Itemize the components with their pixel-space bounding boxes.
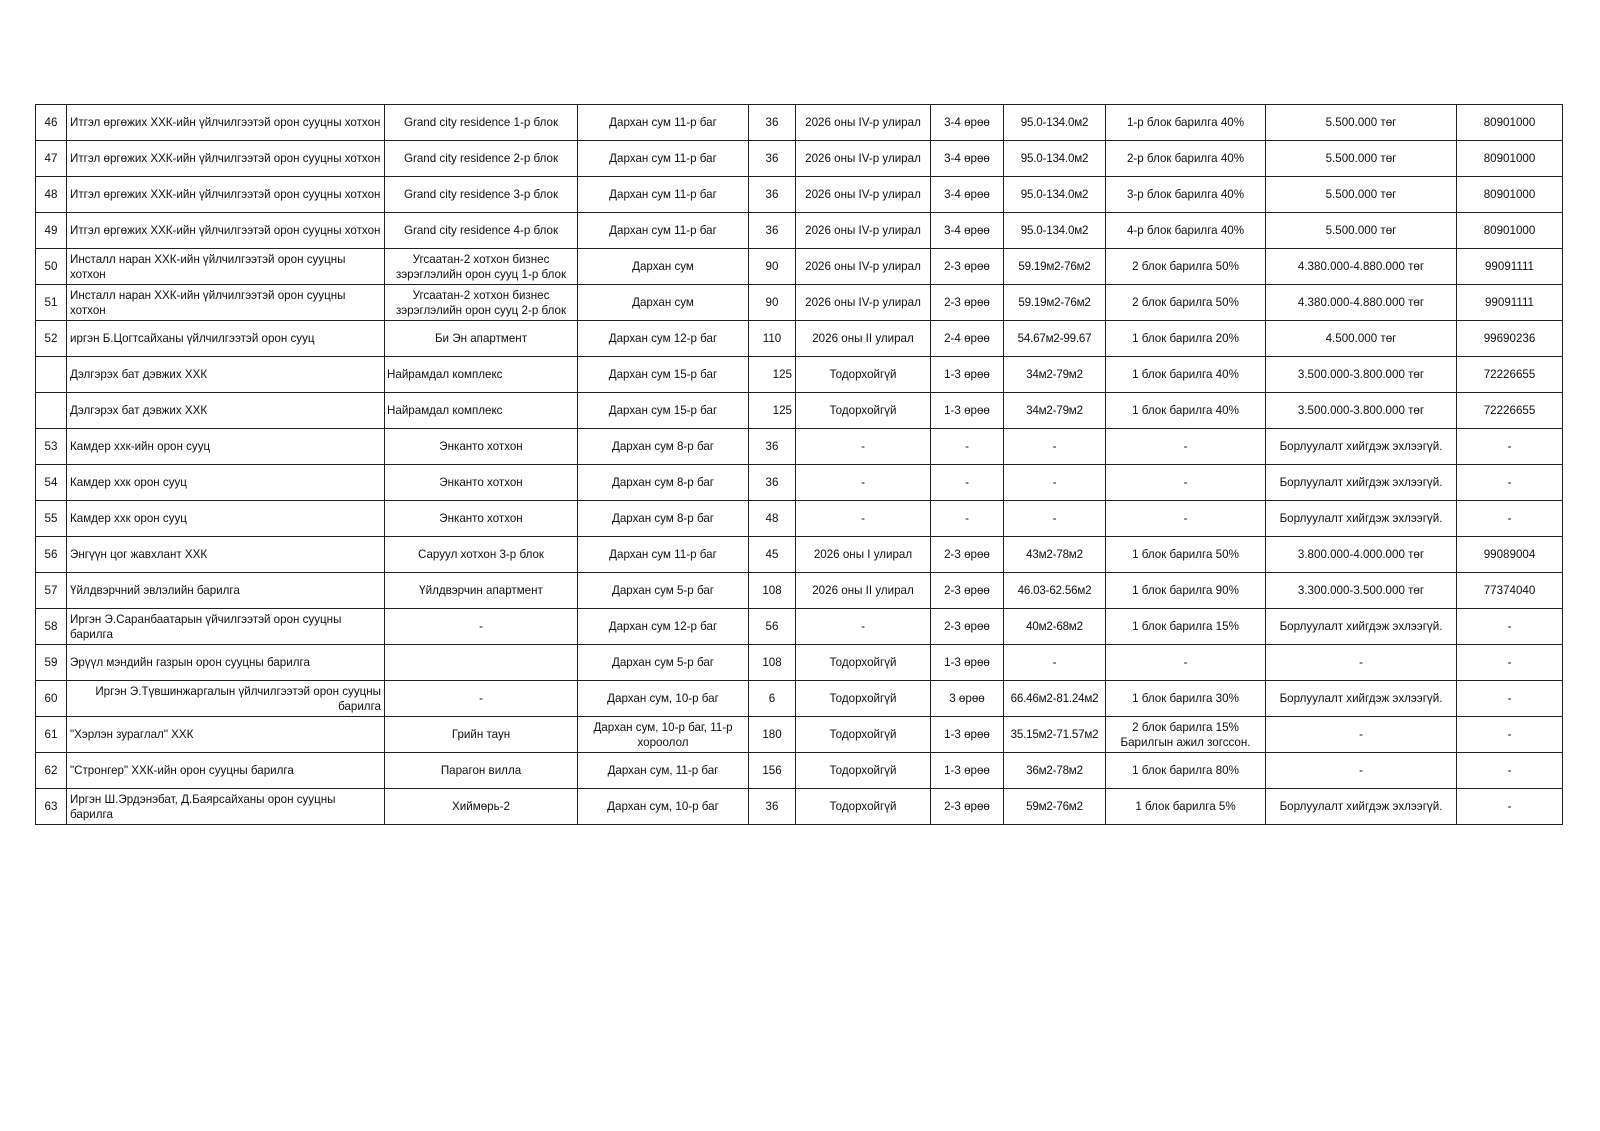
project-name-cell: Грийн таун <box>385 717 578 753</box>
location-cell: Дархан сум 15-р баг <box>578 357 749 393</box>
row-number-cell: 54 <box>36 465 67 501</box>
row-number-cell: 48 <box>36 177 67 213</box>
location-cell: Дархан сум 8-р баг <box>578 465 749 501</box>
row-number-cell: 49 <box>36 213 67 249</box>
completion-date-cell: Тодорхойгүй <box>796 753 931 789</box>
row-number-cell: 57 <box>36 573 67 609</box>
unit-count-cell: 36 <box>749 429 796 465</box>
price-cell: 5.500.000 төг <box>1266 105 1457 141</box>
project-name-cell: Угсаатан-2 хотхон бизнес зэрэглэлийн орон сууц 1-р блок <box>385 249 578 285</box>
table-row <box>36 717 1563 753</box>
location-cell: Дархан сум 11-р баг <box>578 537 749 573</box>
phone-cell: - <box>1457 609 1563 645</box>
construction-progress-cell: 2 блок барилга 15% Барилгын ажил зогссон. <box>1106 717 1266 753</box>
phone-cell: 99091111 <box>1457 249 1563 285</box>
project-name-cell: - <box>385 681 578 717</box>
construction-progress-cell: 1 блок барилга 80% <box>1106 753 1266 789</box>
completion-date-cell: Тодорхойгүй <box>796 645 931 681</box>
completion-date-cell: 2026 оны IV-р улирал <box>796 249 931 285</box>
area-cell: 66.46м2-81.24м2 <box>1004 681 1106 717</box>
construction-progress-cell: 1 блок барилга 15% <box>1106 609 1266 645</box>
developer-name-cell: Иргэн Э.Түвшинжаргалын үйлчилгээтэй орон сууцны барилга <box>67 681 385 717</box>
price-cell: - <box>1266 645 1457 681</box>
phone-cell: 72226655 <box>1457 393 1563 429</box>
project-name-cell: Найрамдал комплекс <box>385 393 578 429</box>
price-cell: 3.500.000-3.800.000 төг <box>1266 357 1457 393</box>
table-row <box>36 465 1563 501</box>
table-row <box>36 249 1563 285</box>
construction-progress-cell: 1 блок барилга 90% <box>1106 573 1266 609</box>
completion-date-cell: - <box>796 501 931 537</box>
table-row <box>36 357 1563 393</box>
phone-cell: - <box>1457 753 1563 789</box>
location-cell: Дархан сум 5-р баг <box>578 573 749 609</box>
rooms-cell: 3-4 өрөө <box>931 213 1004 249</box>
phone-cell: 99091111 <box>1457 285 1563 321</box>
rooms-cell: 1-3 өрөө <box>931 357 1004 393</box>
completion-date-cell: Тодорхойгүй <box>796 789 931 825</box>
construction-progress-cell: 3-р блок барилга 40% <box>1106 177 1266 213</box>
phone-cell: 80901000 <box>1457 141 1563 177</box>
location-cell: Дархан сум 15-р баг <box>578 393 749 429</box>
developer-name-cell: Камдер ххк орон сууц <box>67 465 385 501</box>
developer-name-cell: "Стронгер" ХХК-ийн орон сууцны барилга <box>67 753 385 789</box>
phone-cell: 77374040 <box>1457 573 1563 609</box>
phone-cell: - <box>1457 645 1563 681</box>
area-cell: 95.0-134.0м2 <box>1004 141 1106 177</box>
developer-name-cell: Итгэл өргөжих ХХК-ийн үйлчилгээтэй орон сууцны хотхон <box>67 105 385 141</box>
price-cell: 3.800.000-4.000.000 төг <box>1266 537 1457 573</box>
price-cell: 3.300.000-3.500.000 төг <box>1266 573 1457 609</box>
location-cell: Дархан сум, 10-р баг <box>578 681 749 717</box>
completion-date-cell: 2026 оны II улирал <box>796 573 931 609</box>
project-name-cell: Угсаатан-2 хотхон бизнес зэрэглэлийн орон сууц 2-р блок <box>385 285 578 321</box>
row-number-cell: 60 <box>36 681 67 717</box>
developer-name-cell: Итгэл өргөжих ХХК-ийн үйлчилгээтэй орон сууцны хотхон <box>67 141 385 177</box>
price-cell: 5.500.000 төг <box>1266 141 1457 177</box>
table-row <box>36 393 1563 429</box>
project-name-cell: Grand city residence 1-р блок <box>385 105 578 141</box>
location-cell: Дархан сум 8-р баг <box>578 501 749 537</box>
rooms-cell: 2-3 өрөө <box>931 789 1004 825</box>
developer-name-cell: Дэлгэрэх бат дэвжих ХХК <box>67 393 385 429</box>
price-cell: 3.500.000-3.800.000 төг <box>1266 393 1457 429</box>
developer-name-cell: Итгэл өргөжих ХХК-ийн үйлчилгээтэй орон сууцны хотхон <box>67 213 385 249</box>
row-number-cell: 62 <box>36 753 67 789</box>
project-name-cell: Энканто хотхон <box>385 501 578 537</box>
rooms-cell: 2-3 өрөө <box>931 537 1004 573</box>
location-cell: Дархан сум 11-р баг <box>578 177 749 213</box>
location-cell: Дархан сум 11-р баг <box>578 141 749 177</box>
area-cell: 59.19м2-76м2 <box>1004 285 1106 321</box>
unit-count-cell: 125 <box>749 357 796 393</box>
construction-progress-cell: 2 блок барилга 50% <box>1106 285 1266 321</box>
project-name-cell: Найрамдал комплекс <box>385 357 578 393</box>
price-cell: 4.500.000 төг <box>1266 321 1457 357</box>
unit-count-cell: 125 <box>749 393 796 429</box>
table-row <box>36 141 1563 177</box>
unit-count-cell: 108 <box>749 645 796 681</box>
price-cell: Борлуулалт хийгдэж эхлээгүй. <box>1266 609 1457 645</box>
completion-date-cell: Тодорхойгүй <box>796 357 931 393</box>
price-cell: 5.500.000 төг <box>1266 213 1457 249</box>
unit-count-cell: 156 <box>749 753 796 789</box>
table-row <box>36 789 1563 825</box>
area-cell: - <box>1004 429 1106 465</box>
construction-progress-cell: 2-р блок барилга 40% <box>1106 141 1266 177</box>
project-name-cell: - <box>385 609 578 645</box>
construction-progress-cell: 1 блок барилга 40% <box>1106 357 1266 393</box>
unit-count-cell: 36 <box>749 789 796 825</box>
price-cell: Борлуулалт хийгдэж эхлээгүй. <box>1266 501 1457 537</box>
project-name-cell: Grand city residence 2-р блок <box>385 141 578 177</box>
rooms-cell: 3-4 өрөө <box>931 141 1004 177</box>
price-cell: 4.380.000-4.880.000 төг <box>1266 249 1457 285</box>
developer-name-cell: Энгүүн цог жавхлант ХХК <box>67 537 385 573</box>
area-cell: - <box>1004 501 1106 537</box>
location-cell: Дархан сум, 10-р баг, 11-р хороолол <box>578 717 749 753</box>
row-number-cell: 52 <box>36 321 67 357</box>
completion-date-cell: 2026 оны IV-р улирал <box>796 105 931 141</box>
project-name-cell: Энканто хотхон <box>385 429 578 465</box>
row-number-cell: 55 <box>36 501 67 537</box>
row-number-cell: 46 <box>36 105 67 141</box>
construction-progress-cell: 1 блок барилга 40% <box>1106 393 1266 429</box>
unit-count-cell: 56 <box>749 609 796 645</box>
row-number-cell: 59 <box>36 645 67 681</box>
completion-date-cell: - <box>796 465 931 501</box>
area-cell: 34м2-79м2 <box>1004 357 1106 393</box>
area-cell: 95.0-134.0м2 <box>1004 105 1106 141</box>
developer-name-cell: Эрүүл мэндийн газрын орон сууцны барилга <box>67 645 385 681</box>
area-cell: 54.67м2-99.67 <box>1004 321 1106 357</box>
location-cell: Дархан сум, 11-р баг <box>578 753 749 789</box>
table-row <box>36 609 1563 645</box>
unit-count-cell: 36 <box>749 465 796 501</box>
completion-date-cell: 2026 оны IV-р улирал <box>796 177 931 213</box>
location-cell: Дархан сум 11-р баг <box>578 213 749 249</box>
table-row <box>36 177 1563 213</box>
completion-date-cell: 2026 оны IV-р улирал <box>796 285 931 321</box>
phone-cell: - <box>1457 465 1563 501</box>
rooms-cell: 3 өрөө <box>931 681 1004 717</box>
location-cell: Дархан сум 12-р баг <box>578 609 749 645</box>
phone-cell: 80901000 <box>1457 105 1563 141</box>
developer-name-cell: Камдер ххк-ийн орон сууц <box>67 429 385 465</box>
phone-cell: - <box>1457 429 1563 465</box>
completion-date-cell: 2026 оны I улирал <box>796 537 931 573</box>
price-cell: - <box>1266 753 1457 789</box>
area-cell: 59.19м2-76м2 <box>1004 249 1106 285</box>
table-row <box>36 501 1563 537</box>
developer-name-cell: иргэн Б.Цогтсайханы үйлчилгээтэй орон сууц <box>67 321 385 357</box>
project-name-cell: Энканто хотхон <box>385 465 578 501</box>
housing-projects-table <box>35 104 1563 825</box>
table-row <box>36 429 1563 465</box>
row-number-cell <box>36 393 67 429</box>
construction-progress-cell: 1 блок барилга 50% <box>1106 537 1266 573</box>
price-cell: - <box>1266 717 1457 753</box>
area-cell: 59м2-76м2 <box>1004 789 1106 825</box>
construction-progress-cell: - <box>1106 429 1266 465</box>
price-cell: 4.380.000-4.880.000 төг <box>1266 285 1457 321</box>
row-number-cell: 63 <box>36 789 67 825</box>
unit-count-cell: 110 <box>749 321 796 357</box>
project-name-cell: Саруул хотхон 3-р блок <box>385 537 578 573</box>
construction-progress-cell: - <box>1106 501 1266 537</box>
location-cell: Дархан сум 11-р баг <box>578 105 749 141</box>
table-row <box>36 537 1563 573</box>
price-cell: Борлуулалт хийгдэж эхлээгүй. <box>1266 681 1457 717</box>
rooms-cell: - <box>931 465 1004 501</box>
construction-progress-cell: - <box>1106 645 1266 681</box>
unit-count-cell: 90 <box>749 285 796 321</box>
rooms-cell: 3-4 өрөө <box>931 105 1004 141</box>
area-cell: 35.15м2-71.57м2 <box>1004 717 1106 753</box>
unit-count-cell: 36 <box>749 141 796 177</box>
location-cell: Дархан сум <box>578 285 749 321</box>
completion-date-cell: 2026 оны IV-р улирал <box>796 141 931 177</box>
location-cell: Дархан сум 5-р баг <box>578 645 749 681</box>
row-number-cell: 58 <box>36 609 67 645</box>
area-cell: - <box>1004 465 1106 501</box>
area-cell: - <box>1004 645 1106 681</box>
row-number-cell <box>36 357 67 393</box>
rooms-cell: 1-3 өрөө <box>931 753 1004 789</box>
price-cell: Борлуулалт хийгдэж эхлээгүй. <box>1266 789 1457 825</box>
row-number-cell: 56 <box>36 537 67 573</box>
table-row <box>36 753 1563 789</box>
unit-count-cell: 36 <box>749 213 796 249</box>
area-cell: 95.0-134.0м2 <box>1004 213 1106 249</box>
project-name-cell <box>385 645 578 681</box>
developer-name-cell: Инсталл наран ХХК-ийн үйлчилгээтэй орон сууцны хотхон <box>67 249 385 285</box>
construction-progress-cell: 1 блок барилга 5% <box>1106 789 1266 825</box>
table-row <box>36 285 1563 321</box>
developer-name-cell: Үйлдвэрчний эвлэлийн барилга <box>67 573 385 609</box>
unit-count-cell: 36 <box>749 177 796 213</box>
rooms-cell: 2-3 өрөө <box>931 285 1004 321</box>
construction-progress-cell: 4-р блок барилга 40% <box>1106 213 1266 249</box>
row-number-cell: 47 <box>36 141 67 177</box>
rooms-cell: - <box>931 429 1004 465</box>
developer-name-cell: Камдер ххк орон сууц <box>67 501 385 537</box>
construction-progress-cell: 2 блок барилга 50% <box>1106 249 1266 285</box>
area-cell: 46.03-62.56м2 <box>1004 573 1106 609</box>
table-row <box>36 321 1563 357</box>
area-cell: 40м2-68м2 <box>1004 609 1106 645</box>
table-row <box>36 105 1563 141</box>
location-cell: Дархан сум, 10-р баг <box>578 789 749 825</box>
table-row <box>36 645 1563 681</box>
phone-cell: - <box>1457 681 1563 717</box>
rooms-cell: 2-3 өрөө <box>931 573 1004 609</box>
phone-cell: - <box>1457 717 1563 753</box>
phone-cell: 80901000 <box>1457 177 1563 213</box>
unit-count-cell: 108 <box>749 573 796 609</box>
table-body <box>36 105 1563 825</box>
completion-date-cell: Тодорхойгүй <box>796 393 931 429</box>
completion-date-cell: Тодорхойгүй <box>796 681 931 717</box>
price-cell: 5.500.000 төг <box>1266 177 1457 213</box>
construction-progress-cell: 1-р блок барилга 40% <box>1106 105 1266 141</box>
rooms-cell: 2-3 өрөө <box>931 249 1004 285</box>
construction-progress-cell: - <box>1106 465 1266 501</box>
phone-cell: - <box>1457 501 1563 537</box>
construction-progress-cell: 1 блок барилга 20% <box>1106 321 1266 357</box>
table-row <box>36 573 1563 609</box>
rooms-cell: 2-3 өрөө <box>931 609 1004 645</box>
row-number-cell: 53 <box>36 429 67 465</box>
rooms-cell: 2-4 өрөө <box>931 321 1004 357</box>
project-name-cell: Үйлдвэрчин апартмент <box>385 573 578 609</box>
unit-count-cell: 45 <box>749 537 796 573</box>
unit-count-cell: 90 <box>749 249 796 285</box>
completion-date-cell: 2026 оны II улирал <box>796 321 931 357</box>
developer-name-cell: Дэлгэрэх бат дэвжих ХХК <box>67 357 385 393</box>
rooms-cell: 3-4 өрөө <box>931 177 1004 213</box>
project-name-cell: Grand city residence 3-р блок <box>385 177 578 213</box>
row-number-cell: 51 <box>36 285 67 321</box>
rooms-cell: 1-3 өрөө <box>931 717 1004 753</box>
developer-name-cell: "Хэрлэн зураглал" ХХК <box>67 717 385 753</box>
table-row <box>36 213 1563 249</box>
developer-name-cell: Иргэн Ш.Эрдэнэбат, Д.Баярсайханы орон сууцны барилга <box>67 789 385 825</box>
unit-count-cell: 180 <box>749 717 796 753</box>
developer-name-cell: Инсталл наран ХХК-ийн үйлчилгээтэй орон сууцны хотхон <box>67 285 385 321</box>
row-number-cell: 61 <box>36 717 67 753</box>
area-cell: 34м2-79м2 <box>1004 393 1106 429</box>
location-cell: Дархан сум <box>578 249 749 285</box>
construction-progress-cell: 1 блок барилга 30% <box>1106 681 1266 717</box>
area-cell: 43м2-78м2 <box>1004 537 1106 573</box>
project-name-cell: Grand city residence 4-р блок <box>385 213 578 249</box>
location-cell: Дархан сум 12-р баг <box>578 321 749 357</box>
completion-date-cell: 2026 оны IV-р улирал <box>796 213 931 249</box>
completion-date-cell: Тодорхойгүй <box>796 717 931 753</box>
unit-count-cell: 6 <box>749 681 796 717</box>
phone-cell: 80901000 <box>1457 213 1563 249</box>
row-number-cell: 50 <box>36 249 67 285</box>
price-cell: Борлуулалт хийгдэж эхлээгүй. <box>1266 465 1457 501</box>
completion-date-cell: - <box>796 429 931 465</box>
location-cell: Дархан сум 8-р баг <box>578 429 749 465</box>
project-name-cell: Би Эн апартмент <box>385 321 578 357</box>
developer-name-cell: Иргэн Э.Саранбаатарын үйчилгээтэй орон сууцны барилга <box>67 609 385 645</box>
price-cell: Борлуулалт хийгдэж эхлээгүй. <box>1266 429 1457 465</box>
phone-cell: - <box>1457 789 1563 825</box>
phone-cell: 99089004 <box>1457 537 1563 573</box>
unit-count-cell: 36 <box>749 105 796 141</box>
area-cell: 36м2-78м2 <box>1004 753 1106 789</box>
developer-name-cell: Итгэл өргөжих ХХК-ийн үйлчилгээтэй орон сууцны хотхон <box>67 177 385 213</box>
rooms-cell: 1-3 өрөө <box>931 645 1004 681</box>
completion-date-cell: - <box>796 609 931 645</box>
unit-count-cell: 48 <box>749 501 796 537</box>
phone-cell: 99690236 <box>1457 321 1563 357</box>
rooms-cell: 1-3 өрөө <box>931 393 1004 429</box>
project-name-cell: Хиймөрь-2 <box>385 789 578 825</box>
table-row <box>36 681 1563 717</box>
phone-cell: 72226655 <box>1457 357 1563 393</box>
rooms-cell: - <box>931 501 1004 537</box>
project-name-cell: Парагон вилла <box>385 753 578 789</box>
area-cell: 95.0-134.0м2 <box>1004 177 1106 213</box>
